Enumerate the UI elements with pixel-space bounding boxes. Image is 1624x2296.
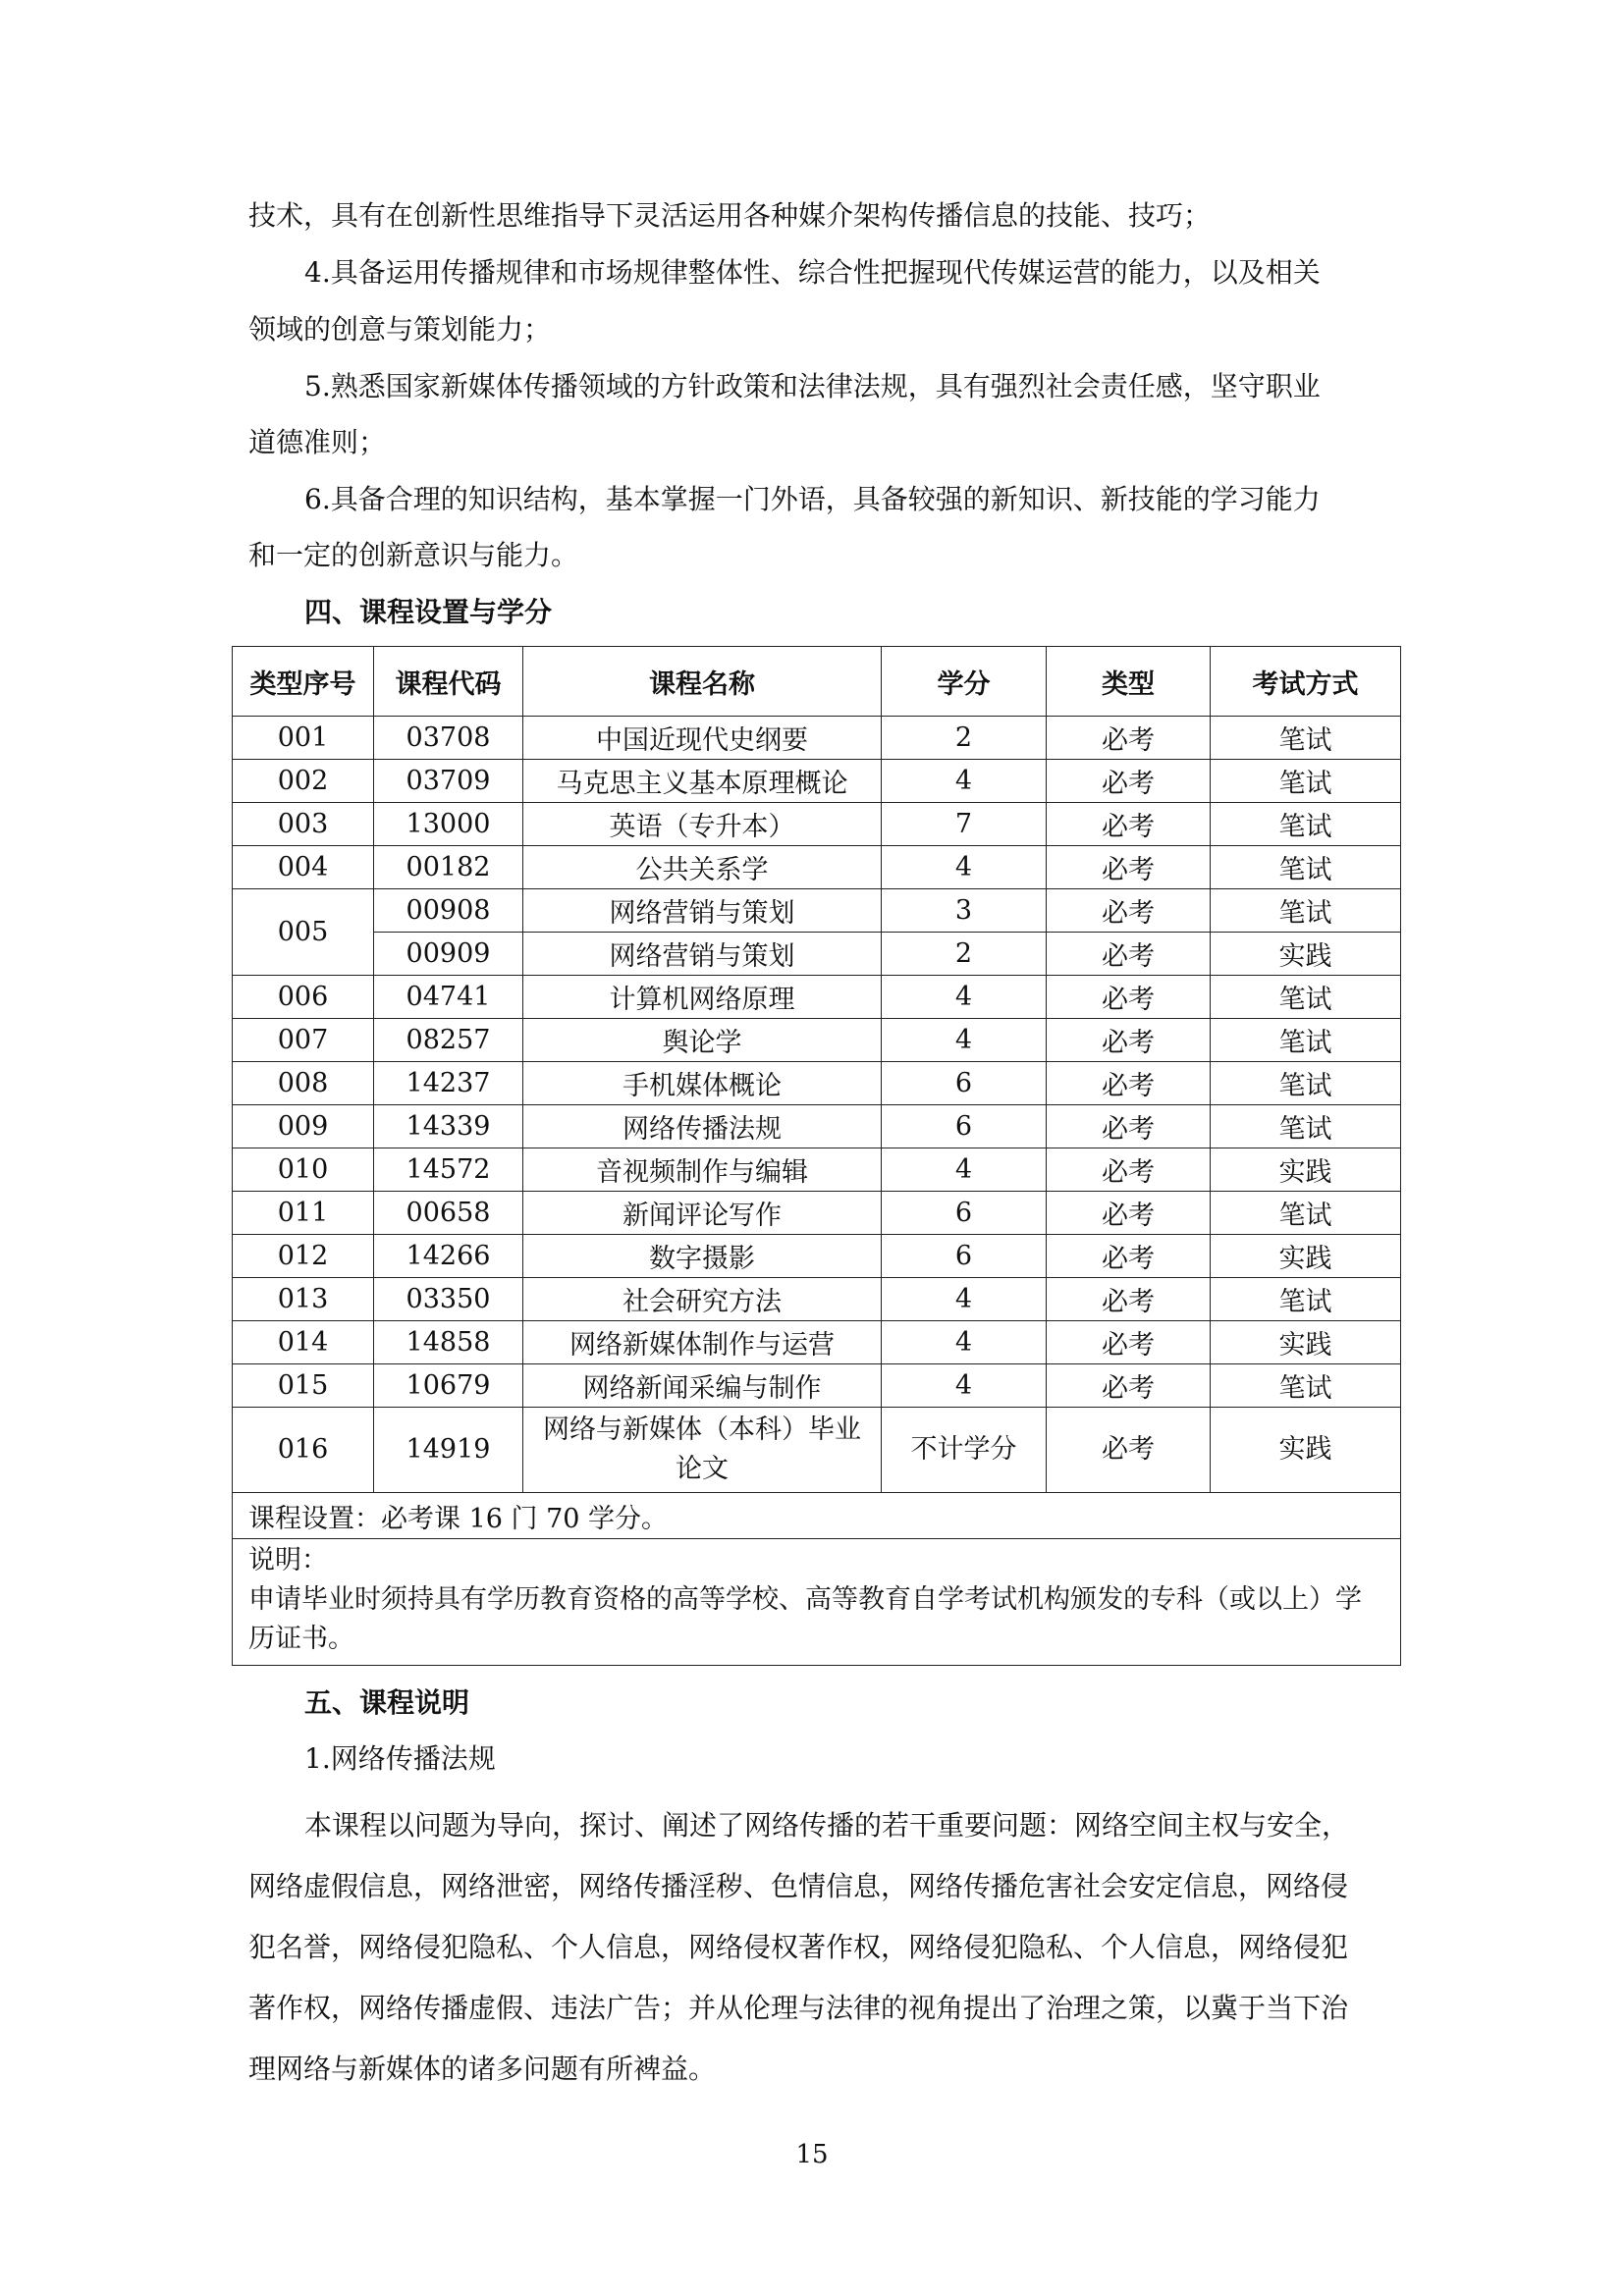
cell-credit: 4 [882, 1364, 1047, 1408]
header-seq: 类型序号 [233, 647, 374, 717]
cell-exam: 笔试 [1211, 1278, 1401, 1321]
item-4-line-2: 领域的创意与策划能力； [248, 313, 552, 346]
cell-name: 数字摄影 [523, 1235, 882, 1278]
table-row [233, 976, 1401, 1019]
cell-exam: 笔试 [1211, 1019, 1401, 1062]
cell-exam: 笔试 [1211, 1062, 1401, 1105]
paragraph-line-2: 网络虚假信息，网络泄密，网络传播淫秽、色情信息，网络传播危害社会安定信息，网络侵 [248, 1870, 1349, 1902]
table-row [233, 1321, 1401, 1364]
table-row [233, 889, 1401, 933]
header-code: 课程代码 [374, 647, 523, 717]
cell-seq: 004 [233, 846, 374, 889]
cell-exam: 笔试 [1211, 717, 1401, 760]
summary-cell: 课程设置：必考课 16 门 70 学分。 [233, 1493, 1401, 1539]
course-1-title: 1.网络传播法规 [304, 1742, 496, 1775]
cell-name: 网络营销与策划 [523, 933, 882, 976]
cell-seq: 010 [233, 1148, 374, 1192]
table-row [233, 717, 1401, 760]
cell-type: 必考 [1047, 1408, 1211, 1493]
table-row [233, 1148, 1401, 1192]
note-label: 说明： [248, 1545, 328, 1575]
table-row [233, 933, 1401, 976]
section-5-heading: 五、课程说明 [304, 1686, 470, 1719]
cell-name: 手机媒体概论 [523, 1062, 882, 1105]
cell-code: 10679 [374, 1364, 523, 1408]
cell-credit: 3 [882, 889, 1047, 933]
cell-code: 08257 [374, 1019, 523, 1062]
cell-credit: 2 [882, 717, 1047, 760]
cell-type: 必考 [1047, 1192, 1211, 1235]
table-summary-row [233, 1493, 1401, 1539]
cell-credit: 2 [882, 933, 1047, 976]
cell-credit: 4 [882, 760, 1047, 803]
cell-type: 必考 [1047, 1148, 1211, 1192]
cell-type: 必考 [1047, 976, 1211, 1019]
table-row [233, 760, 1401, 803]
cell-exam: 实践 [1211, 1321, 1401, 1364]
cell-code: 00908 [374, 889, 523, 933]
cell-exam: 笔试 [1211, 1192, 1401, 1235]
cell-seq: 006 [233, 976, 374, 1019]
cell-code: 00909 [374, 933, 523, 976]
cell-credit: 6 [882, 1235, 1047, 1278]
paragraph-line-5: 理网络与新媒体的诸多问题有所裨益。 [248, 2053, 717, 2085]
cell-seq: 003 [233, 803, 374, 846]
table-row [233, 1364, 1401, 1408]
cell-name: 中国近现代史纲要 [523, 717, 882, 760]
cell-code: 14919 [374, 1408, 523, 1493]
table-note-row [233, 1539, 1401, 1666]
cell-name [523, 1408, 882, 1493]
course-table [232, 646, 1401, 1666]
paragraph-line-4: 著作权，网络传播虚假、违法广告；并从伦理与法律的视角提出了治理之策，以冀于当下治 [248, 1992, 1349, 2024]
table-row [233, 1105, 1401, 1148]
page-number: 15 [795, 2140, 829, 2169]
cell-credit: 4 [882, 1321, 1047, 1364]
header-exam: 考试方式 [1211, 647, 1401, 717]
note-cell [233, 1539, 1401, 1666]
cell-code: 03709 [374, 760, 523, 803]
cell-code: 14339 [374, 1105, 523, 1148]
cell-exam: 实践 [1211, 933, 1401, 976]
cell-name: 网络新媒体制作与运营 [523, 1321, 882, 1364]
intro-line: 技术，具有在创新性思维指导下灵活运用各种媒介架构传播信息的技能、技巧； [248, 199, 1212, 232]
cell-credit: 4 [882, 1278, 1047, 1321]
cell-seq-merged: 005 [233, 889, 374, 976]
cell-type: 必考 [1047, 760, 1211, 803]
header-credit: 学分 [882, 647, 1047, 717]
item-5-line-1: 5.熟悉国家新媒体传播领域的方针政策和法律法规，具有强烈社会责任感，坚守职业 [304, 370, 1321, 402]
cell-exam: 笔试 [1211, 803, 1401, 846]
cell-seq: 013 [233, 1278, 374, 1321]
cell-name: 网络传播法规 [523, 1105, 882, 1148]
cell-code: 00658 [374, 1192, 523, 1235]
item-6-line-2: 和一定的创新意识与能力。 [248, 539, 579, 571]
cell-credit: 不计学分 [882, 1408, 1047, 1493]
cell-code: 14266 [374, 1235, 523, 1278]
cell-name: 马克思主义基本原理概论 [523, 760, 882, 803]
cell-seq: 002 [233, 760, 374, 803]
table-row [233, 803, 1401, 846]
cell-code: 03708 [374, 717, 523, 760]
cell-name: 计算机网络原理 [523, 976, 882, 1019]
cell-type: 必考 [1047, 1062, 1211, 1105]
cell-name: 公共关系学 [523, 846, 882, 889]
item-6-line-1: 6.具备合理的知识结构，基本掌握一门外语，具备较强的新知识、新技能的学习能力 [304, 483, 1321, 515]
header-type: 类型 [1047, 647, 1211, 717]
cell-type: 必考 [1047, 1105, 1211, 1148]
paragraph-line-3: 犯名誉，网络侵犯隐私、个人信息，网络侵权著作权，网络侵犯隐私、个人信息，网络侵犯 [248, 1931, 1349, 1963]
cell-exam: 笔试 [1211, 889, 1401, 933]
cell-code: 14858 [374, 1321, 523, 1364]
cell-credit: 7 [882, 803, 1047, 846]
table-row [233, 1192, 1401, 1235]
cell-code: 14237 [374, 1062, 523, 1105]
cell-name: 网络新闻采编与制作 [523, 1364, 882, 1408]
cell-code: 03350 [374, 1278, 523, 1321]
cell-seq: 014 [233, 1321, 374, 1364]
cell-type: 必考 [1047, 1278, 1211, 1321]
cell-credit: 4 [882, 976, 1047, 1019]
cell-seq: 008 [233, 1062, 374, 1105]
cell-credit: 4 [882, 1148, 1047, 1192]
cell-credit: 6 [882, 1192, 1047, 1235]
table-header-row [233, 647, 1401, 717]
cell-exam: 实践 [1211, 1148, 1401, 1192]
cell-type: 必考 [1047, 1019, 1211, 1062]
cell-name: 社会研究方法 [523, 1278, 882, 1321]
cell-exam: 实践 [1211, 1235, 1401, 1278]
cell-type: 必考 [1047, 717, 1211, 760]
cell-exam: 笔试 [1211, 976, 1401, 1019]
cell-name: 新闻评论写作 [523, 1192, 882, 1235]
table-row [233, 1019, 1401, 1062]
table-row [233, 1408, 1401, 1493]
item-5-line-2: 道德准则； [248, 426, 387, 458]
cell-seq: 016 [233, 1408, 374, 1493]
cell-seq: 012 [233, 1235, 374, 1278]
cell-name: 音视频制作与编辑 [523, 1148, 882, 1192]
table-row [233, 1278, 1401, 1321]
note-line-1: 申请毕业时须持具有学历教育资格的高等学校、高等教育自学考试机构颁发的专科（或以上）学 [248, 1584, 1362, 1615]
cell-type: 必考 [1047, 803, 1211, 846]
cell-exam: 笔试 [1211, 1364, 1401, 1408]
cell-name: 舆论学 [523, 1019, 882, 1062]
cell-code: 14572 [374, 1148, 523, 1192]
cell-exam: 实践 [1211, 1408, 1401, 1493]
cell-code: 13000 [374, 803, 523, 846]
cell-name-line-1: 网络与新媒体（本科）毕业 [543, 1415, 861, 1445]
cell-seq: 007 [233, 1019, 374, 1062]
cell-type: 必考 [1047, 1321, 1211, 1364]
cell-name-line-2: 论文 [676, 1454, 729, 1484]
cell-credit: 6 [882, 1105, 1047, 1148]
cell-type: 必考 [1047, 846, 1211, 889]
table-row [233, 1235, 1401, 1278]
cell-seq: 009 [233, 1105, 374, 1148]
table-row [233, 1062, 1401, 1105]
header-name: 课程名称 [523, 647, 882, 717]
section-4-heading: 四、课程设置与学分 [304, 596, 553, 628]
cell-seq: 015 [233, 1364, 374, 1408]
cell-type: 必考 [1047, 889, 1211, 933]
cell-name: 英语（专升本） [523, 803, 882, 846]
cell-credit: 6 [882, 1062, 1047, 1105]
cell-name: 网络营销与策划 [523, 889, 882, 933]
cell-exam: 笔试 [1211, 760, 1401, 803]
cell-type: 必考 [1047, 933, 1211, 976]
cell-type: 必考 [1047, 1364, 1211, 1408]
paragraph-line-1: 本课程以问题为导向，探讨、阐述了网络传播的若干重要问题：网络空间主权与安全， [304, 1809, 1350, 1842]
cell-seq: 001 [233, 717, 374, 760]
item-4-line-1: 4.具备运用传播规律和市场规律整体性、综合性把握现代传媒运营的能力，以及相关 [304, 256, 1321, 289]
cell-exam: 笔试 [1211, 1105, 1401, 1148]
cell-code: 00182 [374, 846, 523, 889]
cell-code: 04741 [374, 976, 523, 1019]
cell-exam: 笔试 [1211, 846, 1401, 889]
cell-type: 必考 [1047, 1235, 1211, 1278]
table-row [233, 846, 1401, 889]
cell-credit: 4 [882, 1019, 1047, 1062]
note-line-2: 历证书。 [248, 1624, 354, 1654]
cell-credit: 4 [882, 846, 1047, 889]
cell-seq: 011 [233, 1192, 374, 1235]
